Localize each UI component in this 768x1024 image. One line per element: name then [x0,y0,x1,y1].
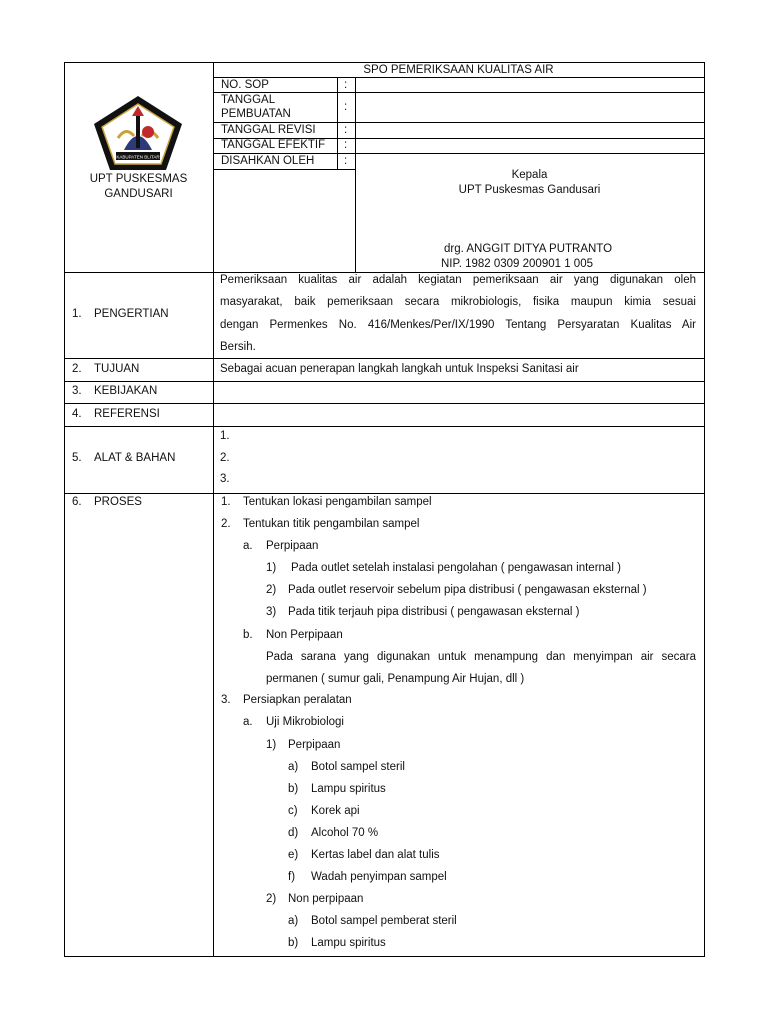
proses-subitem: Lampu spiritus [311,937,386,949]
tujuan-text: Sebagai acuan penerapan langkah langkah untuk Inspeksi Sanitasi air [220,363,579,375]
section-label-alat-bahan: ALAT & BAHAN [94,452,176,464]
section-number: 6. [72,496,82,508]
logo-text: KABUPATEN BLITAR [116,154,160,160]
puskesmas-logo [92,94,184,172]
proses-substep-letter: a. [243,716,253,728]
proses-item: Pada outlet reservoir sebelum pipa distribusi ( pengawasan eksternal ) [288,584,647,596]
field-label-tanggal-revisi: TANGGAL REVISI [221,124,316,136]
document-title: SPO PEMERIKSAAN KUALITAS AIR [363,64,554,76]
section-label-proses: PROSES [94,496,142,508]
proses-subitem-letter: b) [288,783,299,795]
proses-subitem-letter: e) [288,849,299,861]
proses-subitem-letter: a) [288,915,299,927]
alat-item: 3. [220,473,230,485]
proses-step-number: 2. [221,518,231,530]
proses-item-number: 2) [266,893,277,905]
section-number: 2. [72,363,82,375]
proses-item-number: 1) [266,562,277,574]
sign-nip: NIP. 1982 0309 200901 1 005 [441,258,593,270]
pengertian-line: dengan Permenkes No. 416/Menkes/Per/IX/1990 Tentang Persyaratan Kualitas Air [220,319,696,331]
section-number: 5. [72,452,82,464]
sign-title-unit: UPT Puskesmas Gandusari [458,184,601,196]
proses-substep-letter: a. [243,540,253,552]
field-label-no-sop: NO. SOP [221,79,269,91]
proses-subitem: Wadah penyimpan sampel [311,871,447,883]
proses-substep: Perpipaan [266,540,319,552]
field-label-disahkan-oleh: DISAHKAN OLEH [221,155,315,167]
proses-step-number: 3. [221,694,231,706]
field-label-tanggal-efektif: TANGGAL EFEKTIF [221,139,326,151]
proses-subitem-letter: f) [288,871,296,883]
proses-subitem-letter: d) [288,827,299,839]
proses-subitem: Alcohol 70 % [311,827,379,839]
proses-item-number: 3) [266,606,277,618]
section-label-referensi: REFERENSI [94,408,160,420]
section-number: 3. [72,385,82,397]
proses-item-number: 2) [266,584,277,596]
field-colon: : [344,155,348,167]
proses-step: Persiapkan peralatan [243,694,352,706]
proses-item: Non perpipaan [288,893,364,905]
field-colon: : [344,79,348,91]
proses-subitem: Botol sampel pemberat steril [311,915,457,927]
proses-subitem-letter: c) [288,805,298,817]
proses-step-number: 1. [221,496,231,508]
proses-subitem: Kertas label dan alat tulis [311,849,440,861]
proses-paragraph-line: Pada sarana yang digunakan untuk menampung dan menyimpan air secara [266,651,696,663]
pengertian-line: masyarakat, baik pemeriksaan secara mikrobiologis, fisika maupun kimia sesuai [220,296,696,308]
field-colon: : [344,124,348,136]
section-number: 1. [72,308,82,320]
section-number: 4. [72,408,82,420]
proses-substep-letter: b. [243,629,253,641]
org-name-line1: UPT PUSKESMAS [89,173,188,185]
proses-step: Tentukan titik pengambilan sampel [243,518,420,530]
proses-substep: Non Perpipaan [266,629,343,641]
section-label-kebijakan: KEBIJAKAN [94,385,158,397]
proses-item: Pada titik terjauh pipa distribusi ( pengawasan eksternal ) [288,606,580,618]
proses-paragraph-line: permanen ( sumur gali, Penampung Air Hujan, dll ) [266,673,525,685]
alat-item: 2. [220,452,230,464]
proses-step: Tentukan lokasi pengambilan sampel [243,496,432,508]
proses-item: Perpipaan [288,739,341,751]
sign-title-kepala: Kepala [511,169,548,181]
proses-item-number: 1) [266,739,277,751]
field-label-pembuatan: PEMBUATAN [221,108,291,120]
proses-subitem-letter: b) [288,937,299,949]
proses-subitem-letter: a) [288,761,299,773]
proses-subitem: Botol sampel steril [311,761,405,773]
field-label-tanggal: TANGGAL [221,94,276,106]
pengertian-line: Pemeriksaan kualitas air adalah kegiatan pemeriksaan air yang digunakan oleh [220,274,696,286]
proses-subitem: Korek api [311,805,360,817]
sign-name: drg. ANGGIT DITYA PUTRANTO [444,243,613,255]
alat-item: 1. [220,430,230,442]
field-colon: : [344,101,348,113]
org-name-line2: GANDUSARI [104,188,173,200]
proses-substep: Uji Mikrobiologi [266,716,344,728]
section-label-pengertian: PENGERTIAN [94,308,169,320]
section-label-tujuan: TUJUAN [94,363,140,375]
proses-item: Pada outlet setelah instalasi pengolahan ( pengawasan internal ) [291,562,621,574]
field-colon: : [344,139,348,151]
pengertian-line: Bersih. [220,341,256,353]
proses-subitem: Lampu spiritus [311,783,386,795]
